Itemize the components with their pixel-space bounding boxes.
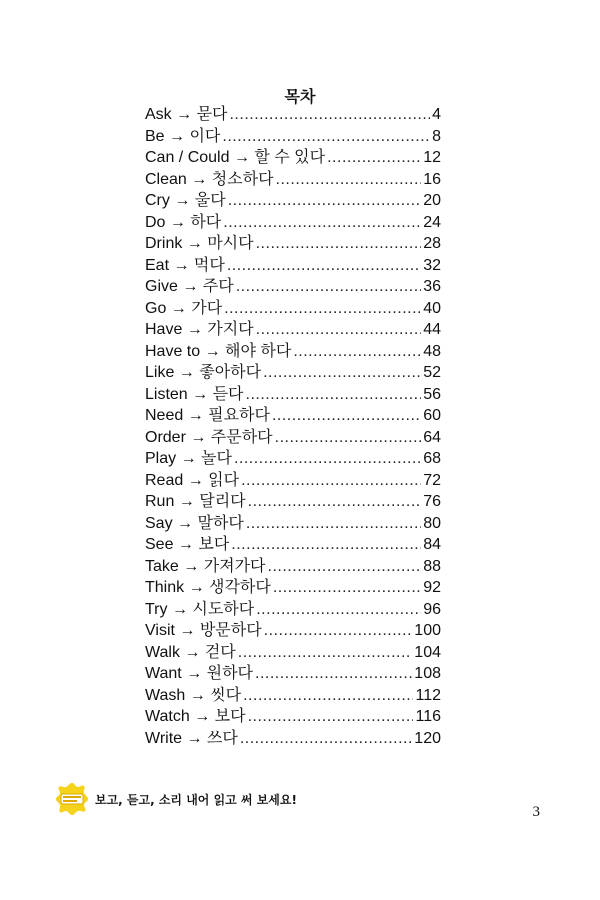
- dot-leader: [273, 577, 421, 599]
- page-number: 3: [532, 804, 540, 820]
- dot-leader: [231, 534, 421, 556]
- toc-entry-page: 68: [423, 450, 441, 467]
- toc-entry: [145, 556, 441, 578]
- dot-leader: [228, 190, 422, 212]
- toc-entry: [145, 255, 441, 277]
- toc-entry: [145, 233, 441, 255]
- toc-entry-label: Run → 달리다: [145, 493, 246, 510]
- dot-leader: [293, 341, 421, 363]
- dot-leader: [227, 255, 421, 277]
- dot-leader: [238, 642, 413, 664]
- toc-entry: [145, 685, 441, 707]
- dot-leader: [248, 706, 414, 728]
- toc-entry-page: 48: [423, 342, 441, 360]
- puzzle-badge-icon: [55, 782, 89, 816]
- toc-entry-label: Be → 이다: [145, 127, 221, 145]
- toc-title: 목차: [284, 87, 316, 106]
- toc-entry-label: See → 보다: [145, 536, 230, 553]
- toc-entry-label: Try → 시도하다: [145, 600, 255, 618]
- toc-entry-page: 104: [414, 643, 441, 661]
- toc-entry-label: Have → 가지다: [145, 321, 254, 338]
- toc-entry-page: 28: [423, 235, 441, 252]
- toc-entry-page: 36: [423, 278, 441, 295]
- toc-entry-label: Wash → 씻다: [145, 686, 242, 704]
- dot-leader: [256, 233, 422, 255]
- toc-entry: [145, 104, 441, 126]
- dot-leader: [246, 513, 421, 535]
- dot-leader: [229, 104, 430, 126]
- footer-slogan: 보고, 듣고, 소리 내어 읽고 써 보세요!: [95, 792, 297, 807]
- dot-leader: [248, 491, 422, 513]
- toc-entry-label: Give → 주다: [145, 278, 234, 295]
- toc-entry: [145, 448, 441, 470]
- dot-leader: [224, 298, 421, 320]
- toc-entry-label: Ask → 묻다: [145, 106, 228, 123]
- toc-entry-label: Read → 읽다: [145, 471, 240, 489]
- toc-entry-page: 60: [423, 407, 441, 424]
- toc-entry-label: Have to → 해야 하다: [145, 342, 292, 360]
- toc-entry: [145, 534, 441, 556]
- toc-entry-label: Listen → 듣다: [145, 385, 244, 403]
- toc-entry-page: 20: [423, 192, 441, 209]
- dot-leader: [264, 620, 413, 642]
- dot-leader: [240, 728, 412, 750]
- toc-list: [145, 104, 441, 749]
- toc-entry-label: Eat → 먹다: [145, 256, 225, 274]
- toc-entry: [145, 341, 441, 363]
- toc-entry: [145, 384, 441, 406]
- toc-entry: [145, 642, 441, 664]
- dot-leader: [241, 470, 421, 492]
- dot-leader: [327, 147, 421, 169]
- toc-entry-label: Walk → 걷다: [145, 643, 236, 661]
- toc-entry-page: 12: [423, 149, 441, 166]
- toc-entry: [145, 190, 441, 212]
- toc-entry: [145, 276, 441, 298]
- toc-entry: [145, 362, 441, 384]
- toc-entry-page: 44: [423, 321, 441, 338]
- dot-leader: [223, 212, 421, 234]
- toc-entry: [145, 706, 441, 728]
- toc-entry: [145, 147, 441, 169]
- toc-entry: [145, 470, 441, 492]
- toc-entry: [145, 405, 441, 427]
- toc-entry-page: 84: [423, 536, 441, 553]
- toc-entry-label: Think → 생각하다: [145, 579, 271, 596]
- toc-entry-page: 40: [423, 299, 441, 317]
- toc-entry: [145, 298, 441, 320]
- toc-entry-page: 52: [423, 364, 441, 381]
- toc-entry-page: 64: [423, 428, 441, 446]
- toc-entry: [145, 620, 441, 642]
- toc-entry-page: 92: [423, 579, 441, 596]
- toc-entry-page: 80: [423, 514, 441, 532]
- toc-entry: [145, 577, 441, 599]
- toc-entry-page: 116: [415, 708, 441, 725]
- toc-entry-page: 96: [423, 600, 441, 618]
- toc-entry-label: Cry → 울다: [145, 192, 226, 209]
- toc-entry-page: 76: [423, 493, 441, 510]
- toc-entry-label: Want → 원하다: [145, 665, 254, 682]
- toc-entry: [145, 663, 441, 685]
- dot-leader: [276, 169, 422, 191]
- toc-entry: [145, 319, 441, 341]
- toc-entry: [145, 491, 441, 513]
- dot-leader: [222, 126, 430, 148]
- toc-entry-label: Write → 쓰다: [145, 729, 238, 747]
- toc-entry: [145, 728, 441, 750]
- toc-entry-page: 100: [414, 622, 441, 639]
- dot-leader: [243, 685, 413, 707]
- toc-entry-label: Can / Could → 할 수 있다: [145, 149, 326, 166]
- toc-entry-page: 120: [414, 729, 441, 747]
- toc-entry-label: Drink → 마시다: [145, 235, 254, 252]
- toc-entry: [145, 599, 441, 621]
- toc-entry: [145, 513, 441, 535]
- dot-leader: [255, 663, 412, 685]
- toc-entry-page: 24: [423, 213, 441, 231]
- dot-leader: [236, 276, 422, 298]
- toc-entry-label: Take → 가져가다: [145, 557, 266, 575]
- toc-entry-label: Like → 좋아하다: [145, 364, 262, 381]
- toc-entry-page: 56: [423, 385, 441, 403]
- toc-entry-page: 8: [432, 127, 441, 145]
- dot-leader: [263, 362, 421, 384]
- toc-entry-label: Say → 말하다: [145, 514, 244, 532]
- toc-entry-label: Order → 주문하다: [145, 428, 273, 446]
- toc-entry: [145, 169, 441, 191]
- toc-entry: [145, 212, 441, 234]
- dot-leader: [234, 448, 421, 470]
- toc-entry-label: Watch → 보다: [145, 708, 246, 725]
- toc-entry-page: 4: [432, 106, 441, 123]
- toc-entry-page: 88: [423, 557, 441, 575]
- toc-entry-label: Visit → 방문하다: [145, 622, 262, 639]
- toc-entry-label: Do → 하다: [145, 213, 222, 231]
- toc-entry-label: Clean → 청소하다: [145, 170, 274, 188]
- toc-entry-page: 112: [415, 686, 441, 704]
- toc-entry-page: 16: [423, 170, 441, 188]
- toc-entry-page: 108: [414, 665, 441, 682]
- toc-entry: [145, 126, 441, 148]
- toc-entry-label: Need → 필요하다: [145, 407, 270, 424]
- dot-leader: [272, 405, 421, 427]
- toc-entry-label: Go → 가다: [145, 299, 223, 317]
- toc-entry: [145, 427, 441, 449]
- dot-leader: [268, 556, 422, 578]
- dot-leader: [275, 427, 422, 449]
- footer-note: [55, 782, 297, 816]
- dot-leader: [246, 384, 422, 406]
- toc-entry-page: 32: [423, 256, 441, 274]
- toc-entry-page: 72: [423, 471, 441, 489]
- toc-entry-label: Play → 놀다: [145, 450, 232, 467]
- dot-leader: [256, 599, 421, 621]
- dot-leader: [256, 319, 422, 341]
